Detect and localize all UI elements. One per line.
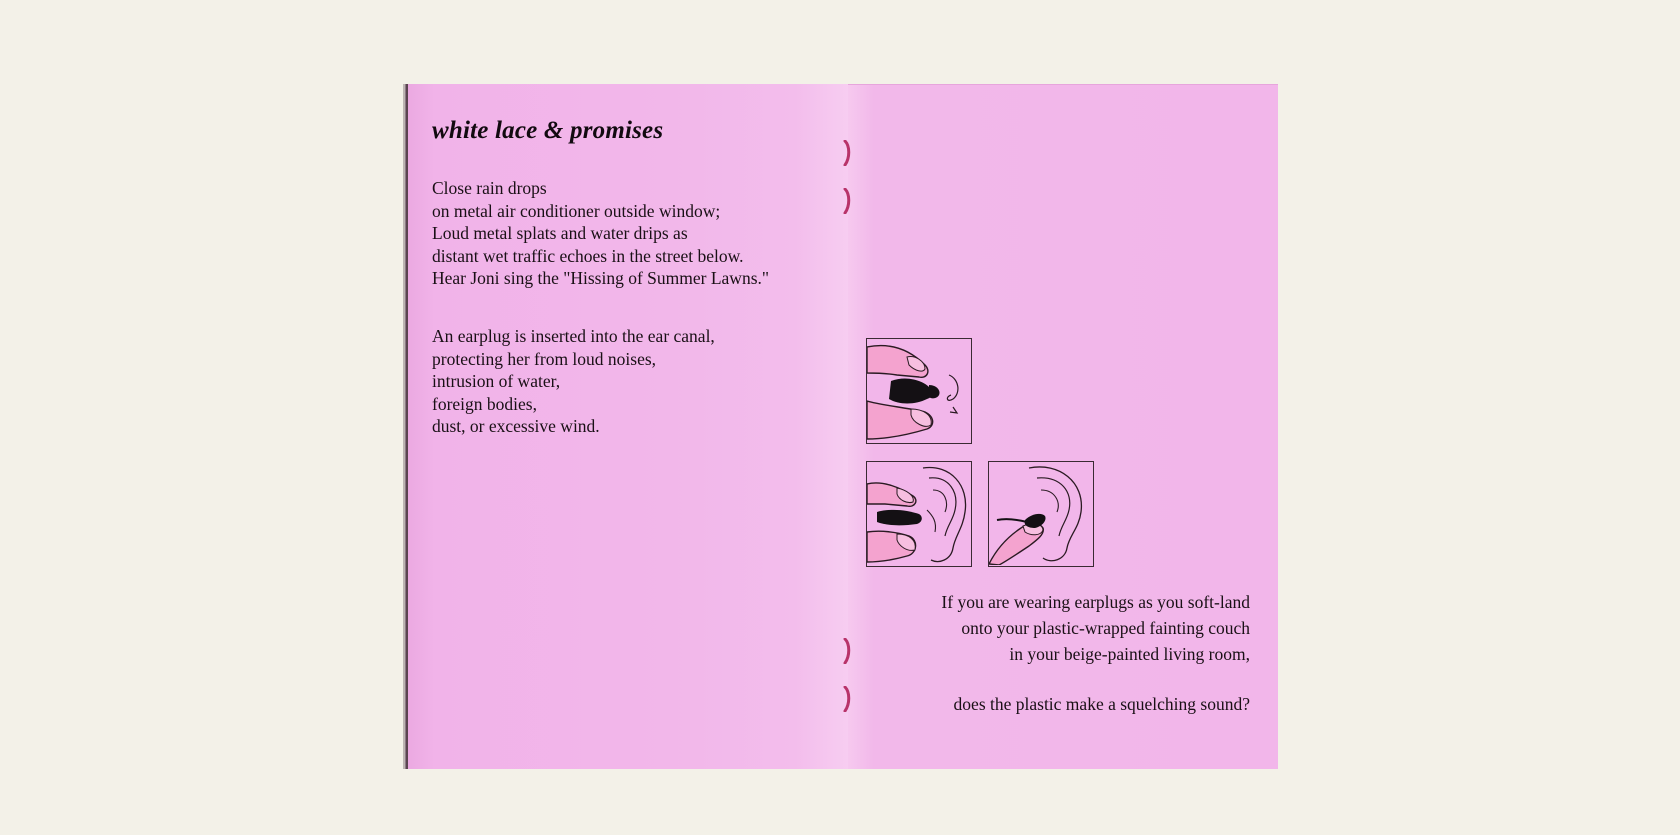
poem-line: An earplug is inserted into the ear canal, [432,326,715,346]
open-booklet [406,84,1278,769]
poem-line: Loud metal splats and water drips as [432,223,688,244]
poem-line: foreign bodies, [432,393,537,414]
earplug-insert-illustration [866,461,972,567]
poem-line: Close rain drops [432,178,547,198]
poem-line: Hear Joni sing the "Hissing of Summer Lawns." [432,268,770,289]
poem-line: intrusion of water, [432,371,561,392]
left-page [406,84,848,769]
caption-line: If you are wearing earplugs as you soft-land [941,592,1250,612]
poem-title: white lace & promises [432,117,664,144]
caption-line: does the plastic make a squelching sound? [953,694,1250,714]
caption-line: in your beige-painted living room, [1009,644,1250,664]
poem-stanza-1 [432,177,769,290]
poem-line: on metal air conditioner outside window; [432,200,721,221]
caption-line: onto your plastic-wrapped fainting couch [961,618,1250,638]
binding-stitch [842,686,852,712]
poem-line: distant wet traffic echoes in the street below. [432,245,744,266]
binding-stitch [842,188,852,214]
binding-stitch [842,638,852,664]
earplug-roll-illustration [866,338,972,444]
earplug-hold-illustration [988,461,1094,567]
caption-paragraph-1 [941,589,1250,667]
poem-stanza-2 [432,325,715,438]
caption-paragraph-2 [954,691,1250,717]
poem-line: protecting her from loud noises, [432,348,657,369]
poem-line: dust, or excessive wind. [432,416,600,437]
binding-stitch [842,140,852,166]
